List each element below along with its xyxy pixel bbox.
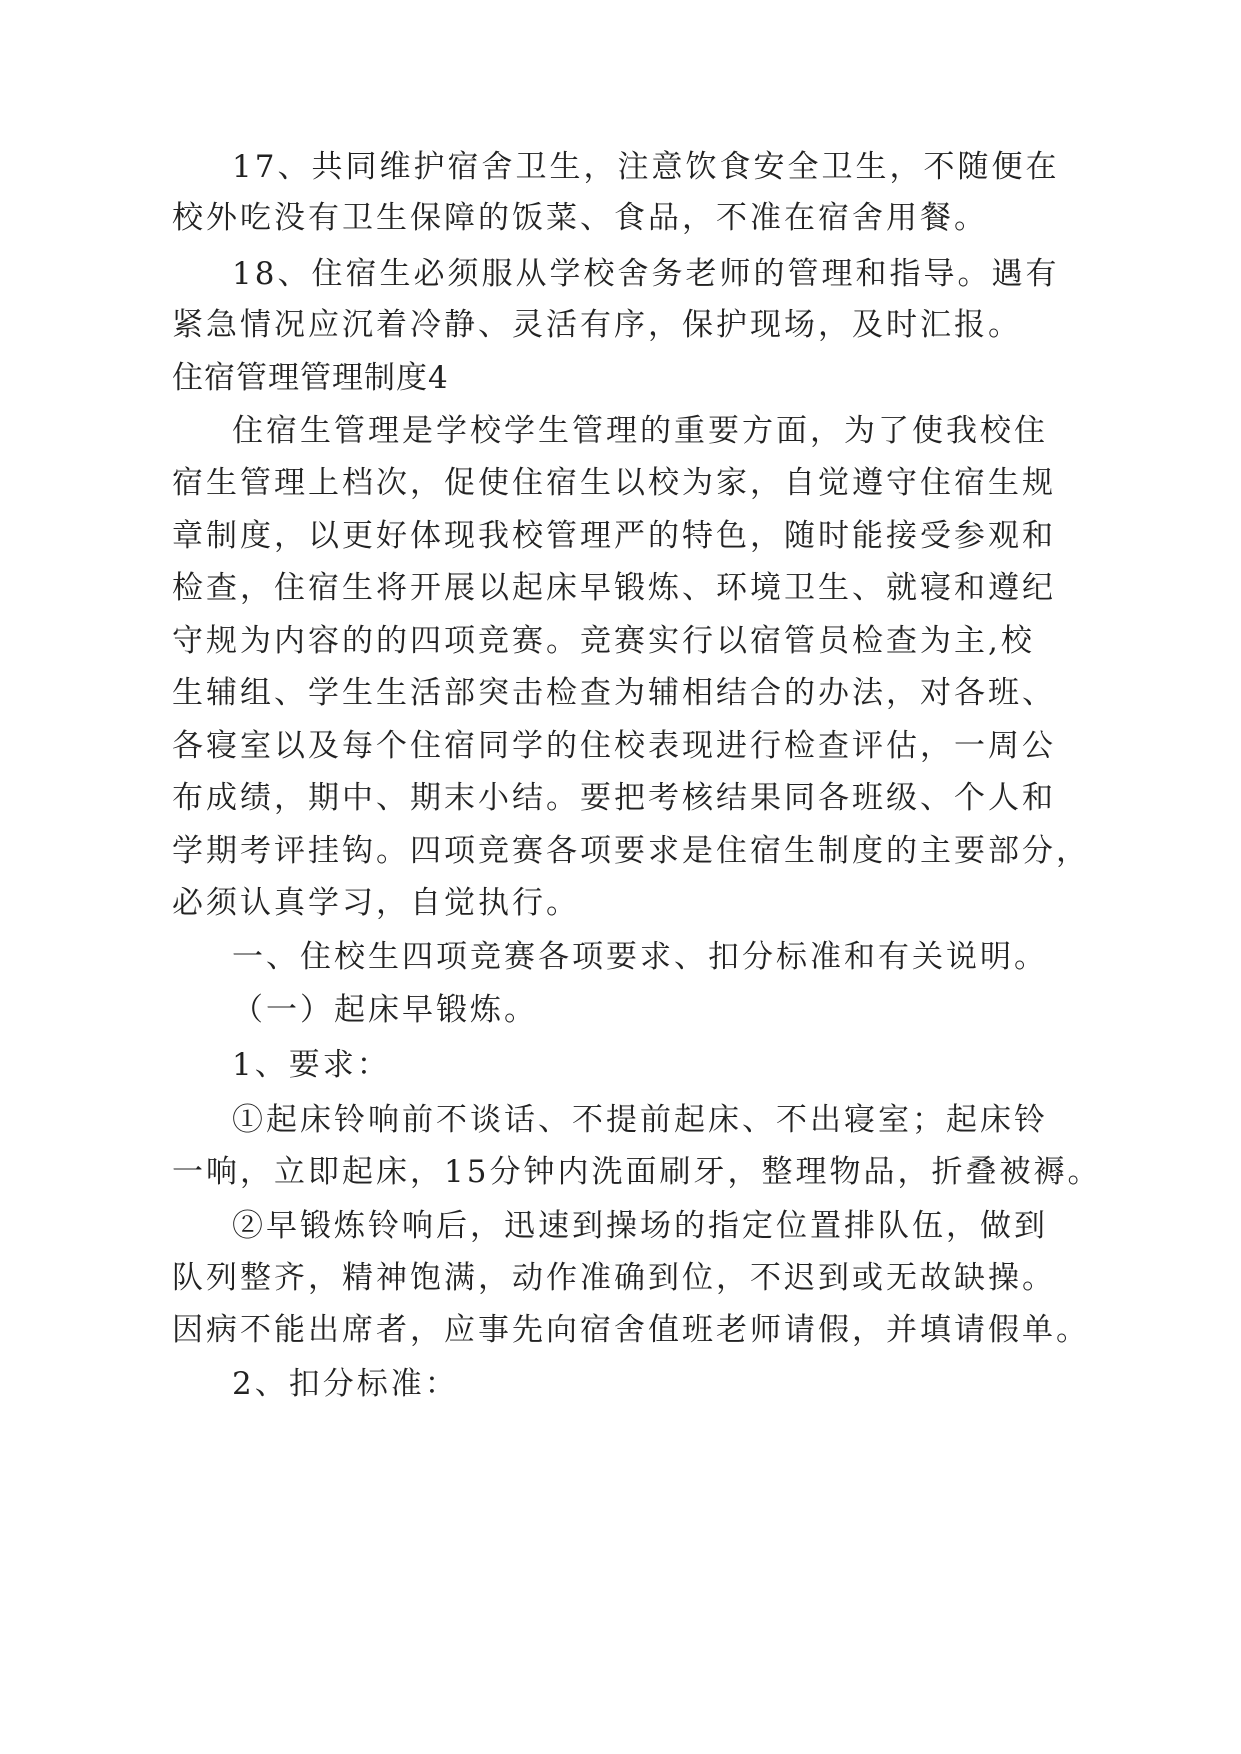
paragraph-line: 学期考评挂钩。四项竞赛各项要求是住宿生制度的主要部分， — [172, 833, 1090, 869]
paragraph-line: ②早锻炼铃响后，迅速到操场的指定位置排队伍，做到 — [232, 1208, 1048, 1244]
paragraph-line: 住宿生管理是学校学生管理的重要方面，为了使我校住 — [232, 413, 1048, 449]
paragraph-line: 因病不能出席者，应事先向宿舍值班老师请假，并填请假单。 — [172, 1312, 1090, 1348]
paragraph-line: 各寝室以及每个住宿同学的住校表现进行检查评估，一周公 — [172, 728, 1056, 764]
paragraph-line: 紧急情况应沉着冷静、灵活有序，保护现场，及时汇报。 — [172, 307, 1022, 343]
paragraph-line: 18、住宿生必须服从学校舍务老师的管理和指导。遇有 — [232, 256, 1060, 292]
paragraph-line: 一响，立即起床，15分钟内洗面刷牙，整理物品，折叠被褥。 — [172, 1154, 1102, 1190]
subsection-heading: （一）起床早锻炼。 — [232, 992, 538, 1028]
paragraph-line: 校外吃没有卫生保障的饭菜、食品，不准在宿舍用餐。 — [172, 200, 988, 236]
paragraph-line: 必须认真学习，自觉执行。 — [172, 885, 580, 921]
list-heading: 1、要求： — [232, 1047, 391, 1083]
paragraph-line: 章制度，以更好体现我校管理严的特色，随时能接受参观和 — [172, 518, 1056, 554]
paragraph-line: 一、住校生四项竞赛各项要求、扣分标准和有关说明。 — [232, 939, 1048, 975]
paragraph-line: 守规为内容的的四项竞赛。竞赛实行以宿管员检查为主,校 — [172, 623, 1035, 659]
list-heading: 2、扣分标准： — [232, 1366, 459, 1402]
paragraph-line: ①起床铃响前不谈话、不提前起床、不出寝室；起床铃 — [232, 1102, 1048, 1138]
section-heading: 住宿管理管理制度4 — [172, 360, 449, 396]
paragraph-line: 检查，住宿生将开展以起床早锻炼、环境卫生、就寝和遵纪 — [172, 570, 1056, 606]
paragraph-line: 宿生管理上档次，促使住宿生以校为家，自觉遵守住宿生规 — [172, 465, 1056, 501]
paragraph-line: 队列整齐，精神饱满，动作准确到位，不迟到或无故缺操。 — [172, 1260, 1056, 1296]
paragraph-line: 生辅组、学生生活部突击检查为辅相结合的办法，对各班、 — [172, 675, 1056, 711]
paragraph-line: 布成绩，期中、期末小结。要把考核结果同各班级、个人和 — [172, 780, 1056, 816]
paragraph-line: 17、共同维护宿舍卫生，注意饮食安全卫生，不随便在 — [232, 149, 1060, 185]
